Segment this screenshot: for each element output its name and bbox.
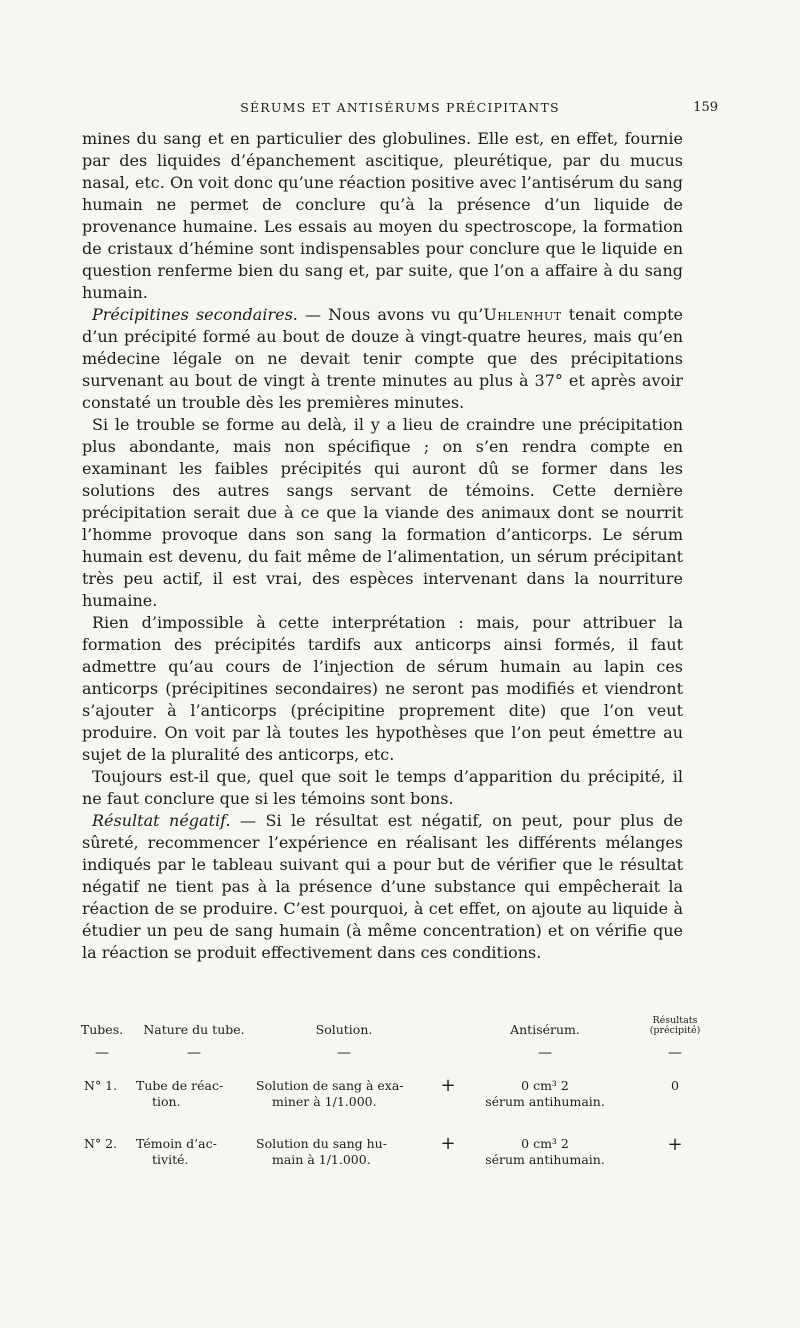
paragraph-2-pre: — Nous avons vu qu’ (297, 305, 484, 324)
paragraph-1: mines du sang et en particulier des globulines. Elle est, en effet, fournie par des liquides d’épanchement ascitique, pleurétique, par du mucus nasal, etc. On voit donc qu’une réaction positive avec l’antisérum du sang humain ne permet de conclure qu’à la présence d’un liquide de provenance humaine. Les essais au moyen du spectroscope, la formation de cristaux d’hémine sont indispensables pour conclure que le liquide en question renferme bien du sang et, par suite, que l’on a affaire à du sang humain. (82, 129, 683, 302)
header-solution: Solution. — (315, 1022, 373, 1061)
paragraph-2-post: tenait compte d’un précipité formé au bout de douze à vingt-quatre heures, mais qu’en médecine légale on ne devait tenir compte que des précipitations survenant au bout de vingt à trente minutes au plus à 37° et après avoir constaté un trouble dès les premières minutes. (82, 305, 684, 412)
results-table (70, 1015, 710, 1186)
table-row (70, 1075, 710, 1128)
tube-solution: Solution du sang hu- main à 1/1.000. (256, 1136, 387, 1167)
paragraph-3: Si le trouble se forme au delà, il y a lieu de craindre une précipitation plus abondante, mais non spécifique ; on s’en rendra compte en examinant les faibles précipités qui auront dû se former dans les solutions des autres sangs servant de témoins. Cette dernière précipitation serait due à ce que la viande des animaux dont se nourrit l’homme provoque dans son sang la formation d’anticorps. Le sérum humain est devenu, du fait même de l’alimentation, un sérum précipitant très peu actif, il est vrai, des espèces intervenant dans la nourriture humaine. (82, 415, 683, 610)
tube-result: 0 (671, 1078, 679, 1093)
table-row (70, 1133, 710, 1186)
plus-sign: + (440, 1133, 456, 1154)
section-heading-precipitines: Précipitines secondaires. (92, 305, 298, 324)
page-number: 159 (693, 100, 718, 115)
tube-number: N° 2. (84, 1136, 118, 1151)
paragraph-5: Toujours est-il que, quel que soit le temps d’apparition du précipité, il ne faut conclure que si les témoins sont bons. (82, 767, 683, 808)
running-title: SÉRUMS ET ANTISÉRUMS PRÉCIPITANTS (240, 100, 560, 115)
tube-result: + (667, 1134, 683, 1155)
paragraph-4: Rien d’impossible à cette interprétation : mais, pour attribuer la formation des précipités tardifs aux anticorps ainsi formés, il faut admettre qu’au cours de l’injection de sérum humain au lapin ces anticorps (précipitines secondaires) ne seront pas modifiés et viendront s’ajouter à l’anticorps (précipitine proprement dite) que l’on veut produire. On voit par là toutes les hypothèses que l’on peut émettre au sujet de la pluralité des anticorps, etc. (82, 613, 683, 764)
header-resultats: Résultats (précipité) — (649, 1015, 701, 1061)
paragraph-6 (82, 810, 683, 964)
table-header (70, 1015, 710, 1070)
paragraph-2 (82, 304, 683, 414)
tube-number: N° 1. (84, 1078, 118, 1093)
plus-sign: + (440, 1075, 456, 1096)
section-heading-resultat-negatif: Résultat négatif. (92, 811, 231, 830)
author-name: Uhlenhut (483, 305, 562, 324)
running-header (82, 100, 718, 120)
body-text (82, 128, 683, 964)
tube-nature: Tube de réac- tion. (136, 1078, 224, 1109)
header-tubes: Tubes. — (80, 1022, 124, 1061)
tube-antiserum: 0 cm³ 2 sérum antihumain. (485, 1078, 605, 1109)
tube-solution: Solution de sang à exa- miner à 1/1.000. (256, 1078, 404, 1109)
tube-antiserum: 0 cm³ 2 sérum antihumain. (485, 1136, 605, 1167)
tube-nature: Témoin d’ac- tivité. (136, 1136, 217, 1167)
paragraph-6-pre: — Si le résultat est négatif, on peut, pour plus de sûreté, recommencer l’expérience en réalisant les différents mélanges indiqués par le tableau suivant qui a pour but de vérifier que le résultat négatif ne tient pas à la présence d’une substance qui empêcherait la réaction de se produire. C’est pourquoi, à cet effet, on ajoute au liquide à étudier un peu de sang humain (à même concentration) et on vérifie que la réaction se produit effectivement dans ces conditions. (82, 811, 684, 962)
header-nature: Nature du tube. — (143, 1022, 245, 1061)
header-antiserum: Antisérum. — (510, 1022, 580, 1061)
